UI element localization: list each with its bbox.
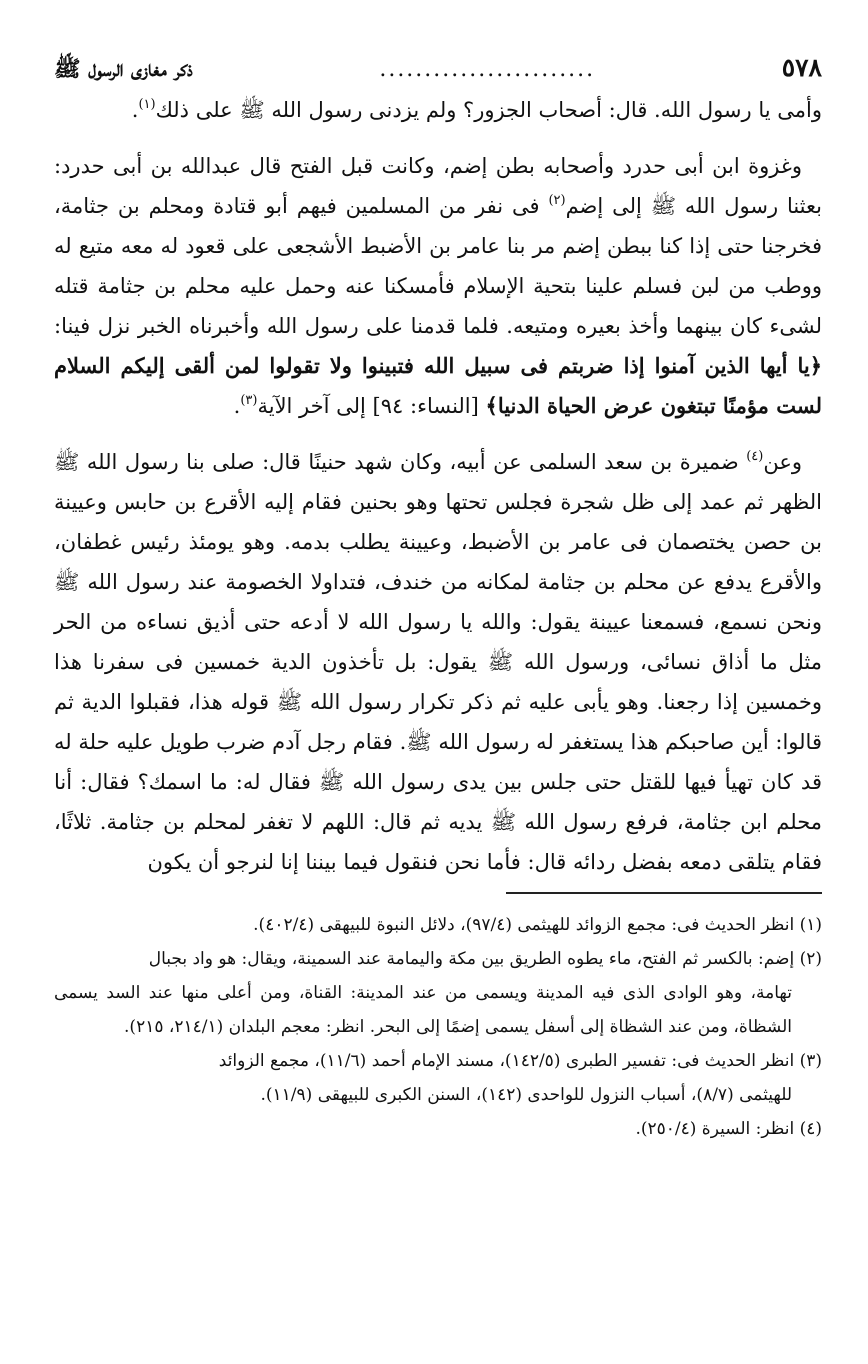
footnote-1: (١) انظر الحديث فى: مجمع الزوائد للهيثمى (٩٧/٤)، دلائل النبوة للبيهقى (٤٠٢/٤).	[253, 915, 822, 935]
running-header	[54, 52, 822, 90]
paragraph-continuation	[54, 90, 822, 130]
quran-verse: ﴿يا أيها الذين آمنوا إذا ضربتم فى سبيل الله فتبينوا ولا تقولوا لمن ألقى إليكم السلام لست مؤمنًا تبتغون عرض الحياة الدنيا﴾	[54, 353, 822, 418]
footnote-ref[interactable]: (٤)	[746, 449, 764, 464]
paragraph-text: ضميرة بن سعد السلمى عن أبيه، وكان شهد حنينًا قال: صلى بنا رسول الله ﷺ الظهر ثم عمد إلى ظل شجرة فجلس تحتها وهو بحنين فقام إليه الأقرع بن حابس وعيينة بن حصن يختصمان فى عامر بن الأضبط، وعيينة يطلب بدمه. وهو يومئذ رئيس غطفان، والأقرع يدفع عن محلم بن جثامة لمكانه من خندف، فتداولا الخصومة عند رسول الله ﷺ ونحن نسمع، فسمعنا عيينة يقول: والله يا رسول الله لا أدعه حتى أذيق نساءه من الحر مثل ما أذاق نسائى، ورسول الله ﷺ يقول: بل تأخذون الدية خمسين فى سفرنا هذا وخمسين إذا رجعنا. وهو يأبى عليه ثم ذكر تكرار رسول الله ﷺ قوله هذا، فقبلوا الدية ثم قالوا: أين صاحبكم هذا يستغفر له رسول الله ﷺ. فقام رجل آدم ضرب طويل عليه حلة له قد كان تهيأ فيها للقتل حتى جلس بين يدى رسول الله ﷺ فقال له: ما اسمك؟ فقال: أنا محلم ابن جثامة، فرفع رسول الله ﷺ يديه ثم قال: اللهم لا تغفر لمحلم بن جثامة. ثلاثًا، فقام يتلقى دمعه بفضل ردائه قال: فأما نحن فنقول فيما بيننا إنا لنرجو أن يكون	[54, 450, 822, 874]
paragraph-text: وأمى يا رسول الله. قال: أصحاب الجزور؟ ولم يزدنى رسول الله ﷺ على ذلك	[155, 98, 822, 122]
paragraph-tail: .	[131, 98, 139, 122]
footnote-3-continued: للهيثمى (٨/٧)، أسباب النزول للواحدى (١٤٢)، السنن الكبرى للبيهقى (١١/٩).	[260, 1085, 792, 1105]
footnote-3: (٣) انظر الحديث فى: تفسير الطبرى (١٤٢/٥)، مسند الإمام أحمد (١١/٦)، مجمع الزوائد	[218, 1051, 822, 1071]
main-text	[54, 90, 822, 882]
paragraph-expedition-idam	[54, 146, 822, 426]
paragraph-text: وغزوة ابن أبى حدرد وأصحابه بطن إضم، وكانت قبل الفتح قال عبدالله بن أبى حدرد: بعثنا رسول الله ﷺ إلى إضم	[54, 154, 822, 218]
footnote-2-continued: تهامة، وهو الوادى الذى فيه المدينة ويسمى من عند المدينة: القناة، ومن أعلى منها عند السد يسمى الشظاة، ومن عند الشظاة إلى أسفل يسمى إضمًا إلى البحر. انظر: معجم البلدان (٢١٤/١، ٢١٥).	[54, 983, 792, 1037]
footnote-separator	[506, 892, 822, 894]
header-leader-dots: ........................	[379, 57, 596, 82]
paragraph-text: فى نفر من المسلمين فيهم أبو قتادة ومحلم بن جثامة، فخرجنا حتى إذا كنا ببطن إضم مر بنا عامر بن الأضبط الأشجعى على قعود له معه متيع له ووطب من لبن فسلم علينا بتحية الإسلام فأمسكنا عنه وحمل عليه محلم بن جثامة قتله لشىء كان بينهما وأخذ بعيره ومتيعه. فلما قدمنا على رسول الله وأخبرناه الخبر نزل فينا:	[54, 194, 822, 338]
footnotes	[54, 908, 822, 1146]
footnote-2: (٢) إضم: بالكسر ثم الفتح، ماء يطوه الطريق بين مكة واليمامة عند السمينة، ويقال: هو واد بجبال	[148, 949, 822, 969]
footnote-4: (٤) انظر: السيرة (٢٥٠/٤).	[635, 1119, 822, 1139]
paragraph-dhumayra-hadith	[54, 442, 822, 882]
page-number: ٥٧٨	[781, 53, 822, 82]
footnote-ref[interactable]: (١)	[138, 97, 156, 112]
paragraph-tail: .	[233, 394, 241, 418]
chapter-title: ذكر مغازى الرسول ﷺ	[54, 56, 193, 82]
paragraph-text: وعن	[763, 450, 802, 474]
footnote-ref[interactable]: (٣)	[240, 393, 258, 408]
footnote-ref[interactable]: (٢)	[548, 193, 566, 208]
verse-citation: [النساء: ٩٤] إلى آخر الآية	[257, 394, 486, 418]
